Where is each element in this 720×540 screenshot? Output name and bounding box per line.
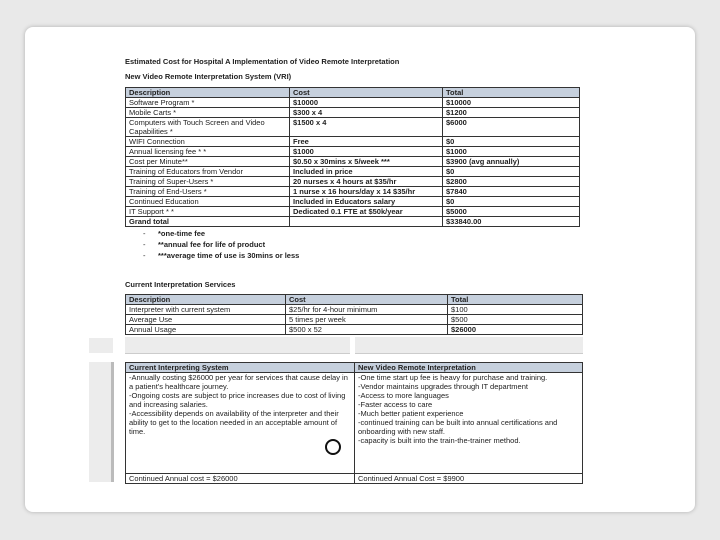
comparison-table xyxy=(125,362,583,484)
comparison-point: -Much better patient experience xyxy=(358,409,464,418)
col-header: Description xyxy=(126,88,290,98)
table-cell: $5000 xyxy=(443,207,580,217)
table-cell: $500 xyxy=(448,315,583,325)
table-cell: Free xyxy=(290,137,443,147)
table-cell: WIFI Connection xyxy=(126,137,290,147)
table-cell: 20 nurses x 4 hours at $35/hr xyxy=(290,177,443,187)
current-annual-cost: Continued Annual cost = $26000 xyxy=(126,474,355,484)
current-services-table xyxy=(125,294,583,335)
current-system-points xyxy=(126,373,355,474)
table-row xyxy=(126,197,580,207)
table-cell: $33840.00 xyxy=(443,217,580,227)
comparison-point: -One time start up fee is heavy for purchase and training. xyxy=(358,373,548,382)
table-cell: $1500 x 4 xyxy=(290,118,443,137)
table-cell: Mobile Carts * xyxy=(126,108,290,118)
table-cell: $100 xyxy=(448,305,583,315)
table-cell xyxy=(290,217,443,227)
table-cell: $2800 xyxy=(443,177,580,187)
table-cell: Continued Education xyxy=(126,197,290,207)
table-cell: 1 nurse x 16 hours/day x 14 $35/hr xyxy=(290,187,443,197)
table-cell: Dedicated 0.1 FTE at $50k/year xyxy=(290,207,443,217)
table-row xyxy=(126,325,583,335)
gray-block xyxy=(125,337,350,354)
table-row xyxy=(126,118,580,137)
table-row xyxy=(126,217,580,227)
vri-cost-table xyxy=(125,87,580,227)
table-row xyxy=(126,157,580,167)
table-cell: $0 xyxy=(443,137,580,147)
table-row xyxy=(126,167,580,177)
mouse-cursor-icon xyxy=(325,439,341,455)
table-cell: Annual Usage xyxy=(126,325,286,335)
document-title: Estimated Cost for Hospital A Implementation of Video Remote Interpretation xyxy=(125,57,400,66)
table-cell: $10000 xyxy=(443,98,580,108)
table-cell: Training of Educators from Vendor xyxy=(126,167,290,177)
table-cell: $6000 xyxy=(443,118,580,137)
comparison-point: -continued training can be built into annual certifications and onboarding with new staff. xyxy=(358,418,558,436)
table-cell: $1000 xyxy=(443,147,580,157)
col-header: Total xyxy=(443,88,580,98)
table-cell: Software Program * xyxy=(126,98,290,108)
section-title-vri: New Video Remote Interpretation System (VRI) xyxy=(125,72,292,81)
col-header: New Video Remote Interpretation xyxy=(355,363,583,373)
table-cell: $26000 xyxy=(448,325,583,335)
table-cell: $0 xyxy=(443,167,580,177)
gray-block xyxy=(89,338,113,353)
table-cell: $0.50 x 30mins x 5/week *** xyxy=(290,157,443,167)
comparison-point: -Ongoing costs are subject to price increases due to cost of living and increasing salaries. xyxy=(129,391,346,409)
table-cell: Interpreter with current system xyxy=(126,305,286,315)
table-cell: Training of End-Users * xyxy=(126,187,290,197)
col-header: Cost xyxy=(286,295,448,305)
table-cell: Training of Super-Users * xyxy=(126,177,290,187)
table-cell: $300 x 4 xyxy=(290,108,443,118)
col-header: Total xyxy=(448,295,583,305)
table-row xyxy=(126,207,580,217)
table-cell: Cost per Minute** xyxy=(126,157,290,167)
table-row xyxy=(126,315,583,325)
table-row xyxy=(126,177,580,187)
new-annual-cost: Continued Annual Cost = $9900 xyxy=(355,474,583,484)
table-cell: Computers with Touch Screen and Video Capabilities * xyxy=(126,118,290,137)
gray-block xyxy=(355,337,583,354)
table-row xyxy=(126,137,580,147)
margin-bar xyxy=(111,362,114,482)
table-cell: $1000 xyxy=(290,147,443,157)
gray-block xyxy=(89,362,111,482)
table-cell: $0 xyxy=(443,197,580,207)
table-cell: Grand total xyxy=(126,217,290,227)
table-cell: $25/hr for 4-hour minimum xyxy=(286,305,448,315)
footnote: - *one-time fee xyxy=(143,229,206,238)
table-cell: $3900 (avg annually) xyxy=(443,157,580,167)
comparison-point: -Access to more languages xyxy=(358,391,449,400)
table-cell: $10000 xyxy=(290,98,443,108)
table-cell: IT Support * * xyxy=(126,207,290,217)
footnotes xyxy=(143,228,299,261)
table-row xyxy=(126,108,580,118)
table-row xyxy=(126,187,580,197)
table-cell: Included in price xyxy=(290,167,443,177)
table-cell: 5 times per week xyxy=(286,315,448,325)
col-header: Cost xyxy=(290,88,443,98)
table-cell: $500 x 52 xyxy=(286,325,448,335)
table-cell: Included in Educators salary xyxy=(290,197,443,207)
table-cell: Annual licensing fee * * xyxy=(126,147,290,157)
table-cell: $7840 xyxy=(443,187,580,197)
table-cell: Average Use xyxy=(126,315,286,325)
col-header: Current Interpreting System xyxy=(126,363,355,373)
col-header: Description xyxy=(126,295,286,305)
comparison-point: -capacity is built into the train-the-trainer method. xyxy=(358,436,521,445)
table-row xyxy=(126,305,583,315)
footnote: - **annual fee for life of product xyxy=(143,240,266,249)
table-row xyxy=(126,147,580,157)
comparison-point: -Accessibility depends on availability of the interpreter and their ability to get to the location needed in an acceptable amount of time. xyxy=(129,409,339,436)
new-vri-points xyxy=(355,373,583,474)
table-row xyxy=(126,98,580,108)
footnote: - ***average time of use is 30mins or less xyxy=(143,251,300,260)
comparison-point: -Vendor maintains upgrades through IT department xyxy=(358,382,528,391)
section-title-current: Current Interpretation Services xyxy=(125,280,236,289)
comparison-point: -Faster access to care xyxy=(358,400,433,409)
comparison-point: -Annually costing $26000 per year for services that cause delay in a patient's healthcare journey. xyxy=(129,373,348,391)
table-cell: $1200 xyxy=(443,108,580,118)
